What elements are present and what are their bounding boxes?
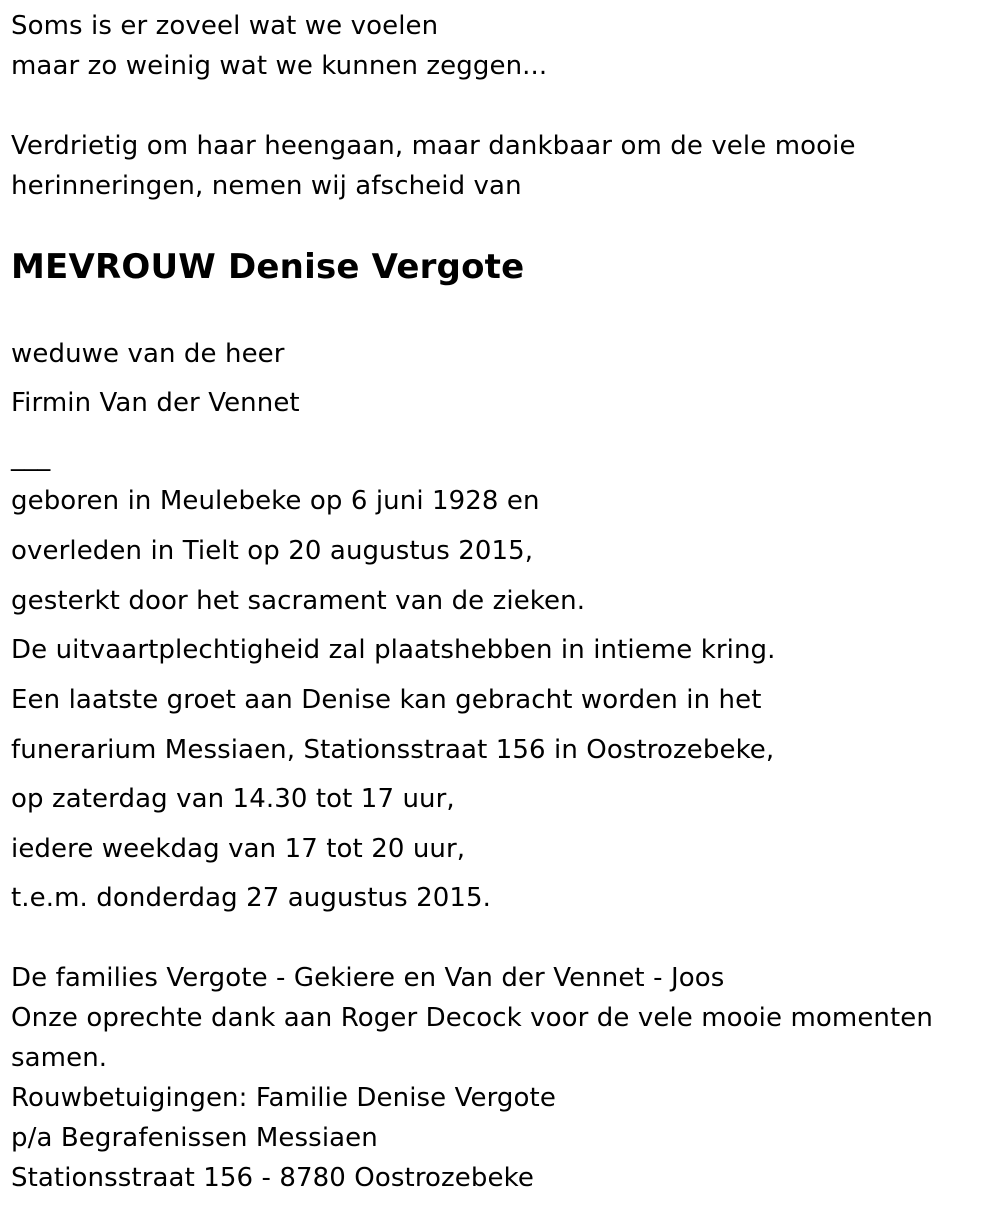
details-line-9: t.e.m. donderdag 27 augustus 2015. [11, 883, 492, 913]
closing-line-5: p/a Begrafenissen Messiaen [11, 1123, 378, 1153]
closing-line-1: De families Vergote - Gekiere en Van der Vennet - Joos [11, 963, 725, 993]
closing-line-2: Onze oprechte dank aan Roger Decock voor de vele mooie momenten [11, 1003, 933, 1033]
details-line-7: op zaterdag van 14.30 tot 17 uur, [11, 784, 455, 814]
spouse-line-2: Firmin Van der Vennet [11, 388, 300, 418]
intro-line-3: Verdrietig om haar heengaan, maar dankbaar om de vele mooie [11, 131, 856, 161]
closing-line-3: samen. [11, 1043, 108, 1073]
details-line-4: De uitvaartplechtigheid zal plaatshebben in intieme kring. [11, 635, 776, 665]
details-line-1: geboren in Meulebeke op 6 juni 1928 en [11, 486, 540, 516]
closing-line-6: Stationsstraat 156 - 8780 Oostrozebeke [11, 1163, 534, 1193]
intro-line-2: maar zo weinig wat we kunnen zeggen... [11, 51, 548, 81]
details-line-3: gesterkt door het sacrament van de zieken. [11, 586, 586, 616]
deceased-name-title: MEVROUW Denise Vergote [11, 247, 525, 287]
intro-line-4: herinneringen, nemen wij afscheid van [11, 171, 522, 201]
details-line-5: Een laatste groet aan Denise kan gebracht worden in het [11, 685, 762, 715]
details-line-6: funerarium Messiaen, Stationsstraat 156 in Oostrozebeke, [11, 735, 775, 765]
details-line-2: overleden in Tielt op 20 augustus 2015, [11, 536, 534, 566]
details-line-8: iedere weekdag van 17 tot 20 uur, [11, 834, 466, 864]
closing-line-4: Rouwbetuigingen: Familie Denise Vergote [11, 1083, 556, 1113]
separator: ___ [11, 442, 51, 472]
intro-line-1: Soms is er zoveel wat we voelen [11, 11, 439, 41]
spouse-line-1: weduwe van de heer [11, 339, 285, 369]
